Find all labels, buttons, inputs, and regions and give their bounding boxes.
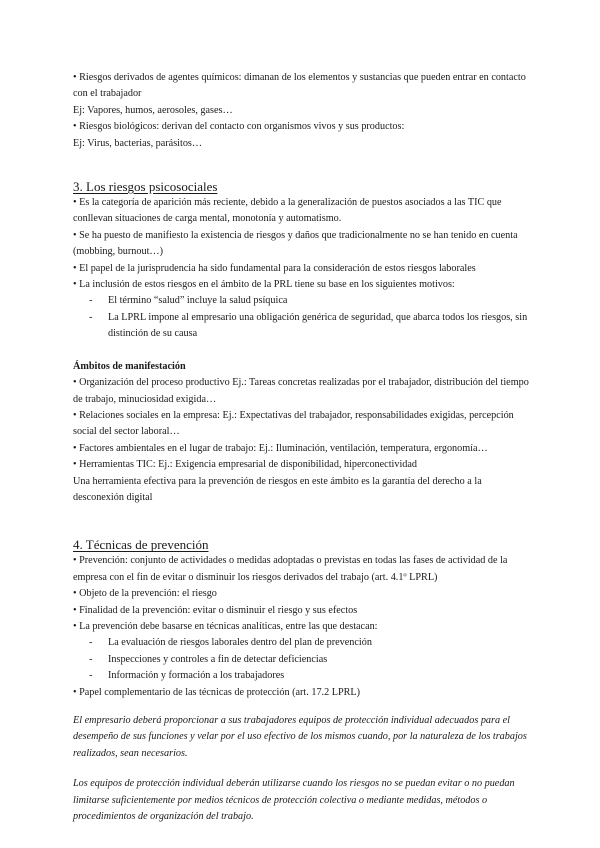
section-4-title: 4. Técnicas de prevención bbox=[73, 537, 209, 553]
italic-paragraph-epi-provision: El empresario deberá proporcionar a sus trabajadores equipos de protección individual adecuados para el desempeño de sus funciones y velar por el uso efectivo de los mismos cuando, por la naturaleza de los trabajos realizados, sean necesarios. bbox=[73, 715, 527, 759]
bullet-biologicos: • Riesgos biológicos: derivan del contacto con organismos vivos y sus productos: bbox=[73, 121, 405, 133]
s4-bullet: • Prevención: conjunto de actividades o medidas adoptadas o previstas en todas las fases de actividad de la empresa con el fin de evitar o disminuir los riesgos derivados del trabajo (art. 4.1º LPRL) bbox=[73, 555, 508, 583]
tecnica-text: Información y formación a los trabajadores bbox=[108, 670, 285, 682]
motivos-list bbox=[73, 293, 533, 342]
s3-bullet: • La inclusión de estos riesgos en el ámbito de la PRL tiene su base en los siguientes motivos: bbox=[73, 279, 455, 291]
ambito-item: • Organización del proceso productivo Ej.: Tareas concretas realizadas por el trabajador, distribución del tiempo de trabajo, minuciosidad exigida… bbox=[73, 377, 529, 405]
dash-bullet-icon: - bbox=[89, 311, 93, 323]
s3-bullet: • Es la categoría de aparición más reciente, debido a la generalización de puestos asociados a las TIC que conllevan situaciones de carga mental, monotonía y automatismo. bbox=[73, 197, 502, 225]
s4-bullet: • La prevención debe basarse en técnicas analíticas, entre las que destacan: bbox=[73, 620, 378, 632]
tecnica-text: La evaluación de riesgos laborales dentro del plan de prevención bbox=[108, 637, 372, 649]
tecnica-item bbox=[73, 635, 533, 651]
ambito-item: • Relaciones sociales en la empresa: Ej.: Expectativas del trabajador, responsabilidades exigidas, percepción social del sector laboral… bbox=[73, 409, 514, 438]
example-biologicos: Ej: Virus, bacterias, parásitos… bbox=[73, 137, 203, 149]
ambitos-closing: Una herramienta efectiva para la prevención de riesgos en este ámbito es la garantía del derecho a la desconexión digital bbox=[73, 475, 482, 503]
tecnica-item bbox=[73, 668, 533, 684]
s4-bullet: • Finalidad de la prevención: evitar o disminuir el riesgo y sus efectos bbox=[73, 604, 358, 616]
s4-bullet: • Objeto de la prevención: el riesgo bbox=[73, 588, 217, 600]
dash-bullet-icon: - bbox=[89, 637, 93, 649]
example-quimicos: Ej: Vapores, humos, aerosoles, gases… bbox=[73, 104, 233, 116]
document-body bbox=[73, 70, 533, 825]
s4-last-bullet: • Papel complementario de las técnicas de protección (art. 17.2 LPRL) bbox=[73, 686, 361, 698]
motivo-text: El término “salud” incluye la salud psíquica bbox=[108, 295, 288, 307]
ambito-item: • Herramientas TIC: Ej.: Exigencia empresarial de disponibilidad, hiperconectividad bbox=[73, 459, 417, 471]
s3-bullet: • El papel de la jurisprudencia ha sido fundamental para la consideración de estos riesgos laborales bbox=[73, 262, 476, 274]
italic-paragraph-epi-use: Los equipos de protección individual deberán utilizarse cuando los riesgos no se puedan evitar o no puedan limitarse suficientemente por medios técnicos de protección colectiva o mediante medidas, métodos o procedimientos de organización del trabajo. bbox=[73, 778, 515, 823]
tecnicas-list bbox=[73, 635, 533, 684]
bullet-quimicos: • Riesgos derivados de agentes químicos: dimanan de los elementos y sustancias que pueden entrar en contacto con el trabajador bbox=[73, 72, 526, 100]
dash-bullet-icon: - bbox=[89, 295, 93, 307]
dash-bullet-icon: - bbox=[89, 653, 93, 665]
motivo-text: La LPRL impone al empresario una obligación genérica de seguridad, que abarca todos los riesgos, sin distinción de su causa bbox=[108, 311, 528, 340]
ambito-item: • Factores ambientales en el lugar de trabajo: Ej.: Iluminación, ventilación, temperatura, ergonomía… bbox=[73, 442, 488, 454]
ambitos-heading: Ámbitos de manifestación bbox=[73, 360, 186, 372]
section-3-title: 3. Los riesgos psicosociales bbox=[73, 179, 218, 195]
dash-bullet-icon: - bbox=[89, 670, 93, 682]
motivo-item bbox=[73, 310, 533, 343]
tecnica-item bbox=[73, 652, 533, 668]
tecnica-text: Inspecciones y controles a fin de detectar deficiencias bbox=[108, 653, 328, 665]
s3-bullet: • Se ha puesto de manifiesto la existencia de riesgos y daños que tradicionalmente no se han tenido en cuenta (mobbing, burnout…) bbox=[73, 229, 518, 258]
motivo-item bbox=[73, 293, 533, 309]
